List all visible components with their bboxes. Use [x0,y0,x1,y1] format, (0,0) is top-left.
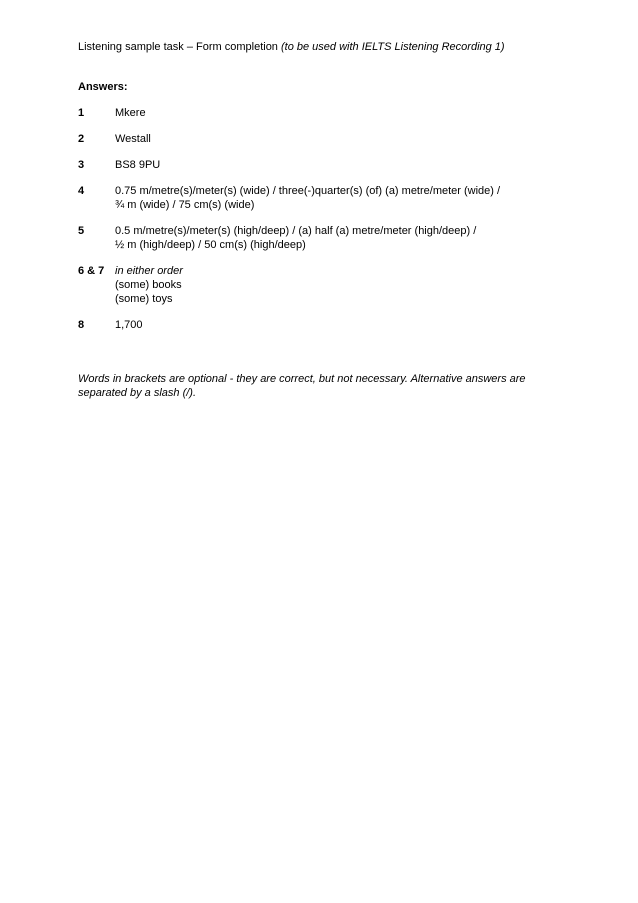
answer-line: 0.75 m/metre(s)/meter(s) (wide) / three(-)quarter(s) (of) (a) metre/meter (wide) / [115,185,501,197]
answer-line: 1,700 [115,319,143,331]
page-header [78,40,568,54]
answer-text [115,184,568,212]
answer-number: 1 [78,107,85,119]
answer-row [78,264,568,306]
answer-number: 8 [78,319,85,331]
answer-row [78,106,568,120]
answer-list [78,106,568,332]
answers-heading: Answers: [78,81,128,93]
answer-line: Westall [115,133,151,145]
answer-instruction: in either order [115,265,183,277]
answer-text [115,106,568,120]
answer-row [78,158,568,172]
answer-line: ½ m (high/deep) / 50 cm(s) (high/deep) [115,239,306,251]
answer-number: 2 [78,133,85,145]
answer-text [115,318,568,332]
answer-number: 3 [78,159,85,171]
answer-line: ¾ m (wide) / 75 cm(s) (wide) [115,199,255,211]
answer-line: (some) books [115,279,182,291]
answer-number: 5 [78,225,85,237]
footnote: Words in brackets are optional - they are correct, but not necessary. Alternative answers are separated by a slash (/). [78,373,526,399]
header-note: (to be used with IELTS Listening Recording 1) [281,41,505,53]
answer-text [115,264,568,306]
answer-row [78,132,568,146]
answer-line: Mkere [115,107,146,119]
answer-text [115,224,568,252]
answer-row [78,184,568,212]
answer-number: 6 & 7 [78,265,105,277]
answer-text [115,158,568,172]
answer-text [115,132,568,146]
answer-line: BS8 9PU [115,159,161,171]
header-title: Listening sample task – Form completion [78,41,278,53]
answer-row [78,318,568,332]
answer-line: 0.5 m/metre(s)/meter(s) (high/deep) / (a) half (a) metre/meter (high/deep) / [115,225,477,237]
answer-line: (some) toys [115,293,173,305]
answer-number: 4 [78,185,85,197]
answer-row [78,224,568,252]
document-page [78,40,568,400]
